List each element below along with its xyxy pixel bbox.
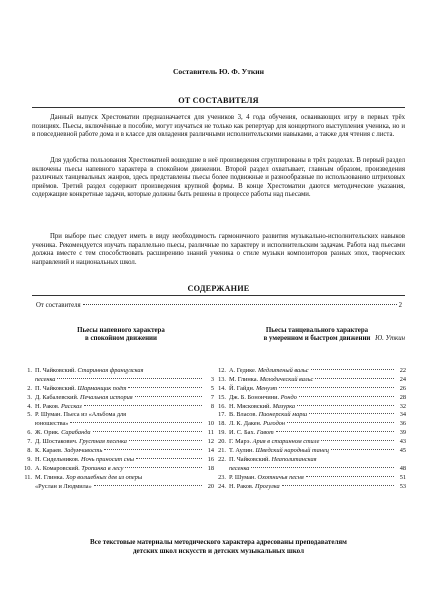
- preface-title: ОТ СОСТАВИТЕЛЯ: [178, 96, 259, 105]
- footer-line-1: Все текстовые материалы методического характера адресованы преподавателям: [90, 538, 347, 546]
- entry-text: [35, 411, 126, 420]
- entry-author: Т. Аулин.: [229, 447, 256, 455]
- leader-dots: [287, 422, 394, 423]
- entry-page: 26: [399, 384, 406, 392]
- entry-text: [229, 456, 317, 465]
- entry-text: [229, 367, 309, 376]
- entry-page: 48: [399, 464, 406, 472]
- entry-number: 2.: [27, 384, 32, 392]
- entry-title: Старинная французская: [77, 367, 144, 374]
- entry-text: [229, 403, 295, 412]
- entry-number: 16.: [218, 402, 226, 410]
- contents-entry[interactable]: [214, 483, 406, 492]
- leader-dots: [279, 387, 394, 388]
- entry-page: 32: [399, 402, 406, 410]
- entry-number: 9.: [27, 455, 32, 463]
- contents-entry[interactable]: [20, 420, 214, 429]
- entry-text: [35, 438, 127, 447]
- right-heading-line-1: Пьесы танцевального характера: [265, 327, 369, 334]
- entry-page: 36: [399, 420, 406, 428]
- leader-dots: [136, 458, 202, 459]
- entry-author: «Руслан и Людмила»: [35, 482, 92, 490]
- contents-entry[interactable]: [20, 456, 214, 465]
- entry-text: [229, 429, 274, 438]
- entry-number: 1.: [27, 367, 32, 374]
- preface-paragraph-1: Данный выпуск Хрестоматии предназначается для учеников 3, 4 года обучения, осваивающих игру в первых трёх позициях. Пьесы, включённые в пособие, могут изучаться не только как репертуар для концертного выступления ученика, но и в повседневной работе дома и в классе для овладения различными исполнительскими навыками, а также для чтения с листа.: [32, 114, 405, 138]
- entry-number: 20.: [218, 438, 226, 446]
- entry-title: Ригодон: [263, 420, 286, 428]
- entry-title: Шарманщик поёт: [77, 384, 127, 392]
- entry-author: П. Чайковский.: [35, 384, 78, 392]
- entry-author: П. Чайковский.: [35, 367, 78, 374]
- leader-dots: [321, 440, 394, 441]
- entry-title: Мелодический вальс: [259, 375, 314, 383]
- entry-page: 51: [399, 473, 406, 481]
- contents-entry[interactable]: [20, 465, 214, 474]
- entry-number: 5.: [27, 411, 32, 419]
- entry-page: 24: [399, 375, 406, 383]
- leader-dots: [315, 378, 394, 379]
- contents-entry[interactable]: [214, 376, 406, 385]
- left-heading-line-2: в спокойном движении: [85, 335, 157, 343]
- entry-number: 10.: [24, 464, 32, 472]
- leader-dots: [57, 378, 202, 379]
- contents-entry[interactable]: [20, 403, 214, 412]
- entry-page: 12: [207, 438, 214, 446]
- left-heading-line-1: Пьесы напевного характера: [77, 327, 165, 334]
- leader-dots: [135, 396, 202, 397]
- entry-author: юношества»: [35, 420, 69, 428]
- entry-page: 5: [210, 384, 214, 392]
- compiler-line: Составитель Ю. Ф. Уткин: [172, 67, 265, 76]
- right-column-heading: [226, 327, 408, 344]
- leader-dots: [299, 396, 394, 397]
- entry-text: [229, 411, 307, 420]
- contents-entry[interactable]: [20, 385, 214, 394]
- entry-text: [35, 465, 123, 474]
- entry-number: 3.: [27, 393, 32, 401]
- entry-number: 21.: [218, 447, 226, 455]
- contents-entry[interactable]: [20, 474, 214, 483]
- entry-page: 7: [210, 393, 214, 401]
- entry-author: А. Комаровский.: [35, 464, 82, 472]
- contents-entry[interactable]: [214, 456, 406, 465]
- entry-page: 3: [210, 375, 214, 383]
- entry-page: 45: [399, 447, 406, 455]
- contents-entry[interactable]: [214, 403, 406, 412]
- entry-author: П. Чайковский.: [229, 455, 272, 463]
- entry-author: Р. Шуман.: [229, 473, 258, 481]
- contents-entry[interactable]: [214, 411, 406, 420]
- entry-text: [229, 438, 319, 447]
- entry-text: [229, 420, 285, 429]
- entry-text: [35, 367, 144, 376]
- entry-number: 15.: [218, 393, 226, 401]
- entry-author: Г. Марэ.: [229, 438, 253, 446]
- entry-text: [229, 394, 297, 403]
- contents-entry[interactable]: [20, 483, 214, 492]
- entry-number: 13.: [218, 375, 226, 383]
- entry-text: [229, 447, 329, 456]
- preface-paragraph-3: При выборе пьес следует иметь в виду необходимость гармоничного развития музыкально-исполнительских навыков ученика. Рекомендуется изучать параллельно пьесы, различные по характеру и исполнительским задачам. Работа над пьесами должна вместе с тем способствовать расширению знаний ученика о стиле музыки композиторов разных эпох, творческих направлений и национальных школ.: [32, 233, 405, 266]
- contents-entry[interactable]: [214, 438, 406, 447]
- entry-title: Пионерский марш: [258, 411, 308, 419]
- leader-dots: [251, 467, 394, 468]
- entry-page: 28: [399, 393, 406, 401]
- entry-author: Л. К. Дакен.: [229, 420, 264, 428]
- leader-dots: [309, 413, 394, 414]
- contents-entry[interactable]: [214, 429, 406, 438]
- entry-number: 4.: [27, 402, 32, 410]
- leader-dots: [276, 431, 394, 432]
- entry-page: 20: [207, 482, 214, 490]
- entry-author: Д. Кабалевский.: [35, 393, 81, 401]
- leader-dots: [306, 476, 394, 477]
- contents-entry[interactable]: [20, 367, 214, 376]
- entry-number: 18.: [218, 420, 226, 428]
- entry-page: 18: [207, 464, 214, 472]
- entry-title: Тропинка в лесу: [81, 464, 124, 472]
- right-heading-line-2: в умеренном и быстром движении: [263, 335, 371, 343]
- entry-page: 14: [207, 447, 214, 455]
- entry-title: Хор волшебных дев из оперы: [65, 473, 143, 481]
- entry-title: Медлитеный вальс: [258, 367, 309, 374]
- entry-text: [35, 483, 92, 492]
- entry-text: [35, 403, 82, 412]
- leader-dots: [83, 304, 397, 305]
- entry-number: 19.: [218, 429, 226, 437]
- leader-dots: [70, 422, 202, 423]
- contents-left-column: [20, 367, 214, 491]
- entry-text: [229, 483, 280, 492]
- entry-author: И. С. Бах.: [229, 429, 257, 437]
- leader-dots: [331, 449, 394, 450]
- entry-text: [35, 474, 142, 483]
- entry-page: 10: [207, 420, 214, 428]
- entry-text: [35, 429, 91, 438]
- contents-entry[interactable]: [20, 411, 214, 420]
- entry-author: В. Власов.: [229, 411, 259, 419]
- entry-title: Задумчивость: [64, 447, 103, 455]
- entry-title: Грустная песенка: [79, 438, 127, 446]
- entry-title: Рассказ: [61, 402, 82, 410]
- entry-title: Ария в старинном стиле: [252, 438, 320, 446]
- entry-author: Дж. Б. Бонончини.: [229, 393, 281, 401]
- leader-dots: [282, 485, 394, 486]
- preface-signature: Ю. Уткин: [375, 335, 405, 342]
- contents-intro-label: От составителя: [36, 302, 81, 309]
- entry-title: Сарабанда: [61, 429, 91, 437]
- entry-page: 16: [207, 455, 214, 463]
- entry-author: Р. Шуман. Пьеса из «Альбома для: [35, 411, 127, 419]
- contents-entry[interactable]: [214, 367, 406, 376]
- leader-dots: [93, 431, 202, 432]
- entry-page: 22: [399, 367, 406, 374]
- entry-text: [35, 456, 134, 465]
- contents-entry[interactable]: [20, 376, 214, 385]
- entry-number: 12.: [218, 367, 226, 374]
- entry-page: 34: [399, 411, 406, 419]
- contents-entry[interactable]: [214, 447, 406, 456]
- entry-title: песенка: [35, 375, 56, 383]
- entry-title: Ночь приносит сны: [81, 455, 134, 463]
- footer-note: [0, 538, 437, 556]
- footer-line-2: детских школ искусств и детских музыкальных школ: [132, 547, 305, 555]
- entry-author: Й. Гайдн.: [229, 384, 257, 392]
- contents-entry[interactable]: [214, 420, 406, 429]
- entry-number: 17.: [218, 411, 226, 419]
- entry-author: Н. Раков.: [35, 402, 62, 410]
- leader-dots: [125, 467, 202, 468]
- entry-text: [229, 376, 313, 385]
- entry-page: 39: [399, 429, 406, 437]
- entry-title: Мазурка: [272, 402, 296, 410]
- entry-number: 11.: [24, 473, 32, 481]
- contents-entry[interactable]: [20, 394, 214, 403]
- entry-author: Н. Мясковский.: [229, 402, 273, 410]
- leader-dots: [128, 387, 202, 388]
- contents-entry[interactable]: [214, 385, 406, 394]
- contents-entry[interactable]: [20, 429, 214, 438]
- contents-entry[interactable]: [214, 394, 406, 403]
- contents-entry[interactable]: [20, 447, 214, 456]
- entry-title: Неаполитанская: [271, 455, 317, 463]
- preface-rule: [32, 107, 405, 108]
- leader-dots: [94, 485, 202, 486]
- contents-rule: [32, 295, 405, 296]
- entry-number: 7.: [27, 438, 32, 446]
- entry-title: Печальная история: [80, 393, 133, 401]
- entry-page: 53: [399, 482, 406, 490]
- entry-title: Менуэт: [256, 384, 278, 392]
- entry-title: песенка: [229, 464, 250, 472]
- entry-title: Прогулка: [255, 482, 280, 490]
- entry-author: Н. Раков.: [229, 482, 256, 490]
- contents-intro-page: 2: [398, 302, 402, 309]
- leader-dots: [129, 440, 202, 441]
- contents-entry[interactable]: [214, 465, 406, 474]
- entry-number: 23.: [218, 473, 226, 481]
- leader-dots: [311, 369, 394, 370]
- entry-title: Шведский народный танец: [255, 447, 329, 455]
- entry-number: 22.: [218, 455, 226, 463]
- entry-page: 43: [399, 438, 406, 446]
- preface-paragraph-2: Для удобства пользования Хрестоматией вошедшие в неё произведения сгруппированы в трёх разделах. В первый раздел включены пьесы напевного характера в спокойном движении. Второй раздел охватывает, главным образом, произведения различных танцевальных жанров, здесь представлены пьесы более подвижные и разнообразные по использованию штриховых приёмов. Третий раздел содержит произведения крупной формы. В конце Хрестоматии даются методические указания, содержащие конкретные задачи, которые должны быть решены в процессе работы над пьесами.: [32, 157, 405, 198]
- contents-entry[interactable]: [214, 474, 406, 483]
- entry-text: [229, 474, 304, 483]
- contents-entry[interactable]: [20, 438, 214, 447]
- entry-author: Д. Шостакович.: [35, 438, 80, 446]
- contents-right-column: [214, 367, 406, 491]
- entry-author: М. Глинка.: [229, 375, 260, 383]
- entry-number: 8.: [27, 447, 32, 455]
- entry-number: 6.: [27, 429, 32, 437]
- left-column-heading: [32, 327, 210, 344]
- entry-page: 11: [207, 429, 214, 437]
- entry-number: 24.: [218, 482, 226, 490]
- entry-text: [229, 385, 277, 394]
- entry-text: [229, 465, 249, 474]
- entry-text: [35, 394, 133, 403]
- contents-intro-row[interactable]: [36, 302, 402, 309]
- entry-text: [35, 385, 126, 394]
- entry-number: 14.: [218, 384, 226, 392]
- entry-text: [35, 376, 55, 385]
- entry-page: 8: [210, 402, 214, 410]
- leader-dots: [297, 405, 394, 406]
- contents-title: СОДЕРЖАНИЕ: [187, 284, 250, 293]
- leader-dots: [104, 449, 202, 450]
- entry-text: [35, 420, 68, 429]
- entry-title: Рондо: [280, 393, 297, 401]
- entry-author: К. Караев.: [35, 447, 65, 455]
- entry-text: [35, 447, 102, 456]
- entry-title: Гавот: [256, 429, 274, 437]
- entry-author: Н. Сидельников.: [35, 455, 82, 463]
- entry-author: А. Гедике.: [229, 367, 258, 374]
- entry-author: Ж. Орик.: [35, 429, 62, 437]
- entry-author: М. Глинка.: [35, 473, 66, 481]
- entry-title: Охотничья песня: [257, 473, 304, 481]
- leader-dots: [84, 405, 202, 406]
